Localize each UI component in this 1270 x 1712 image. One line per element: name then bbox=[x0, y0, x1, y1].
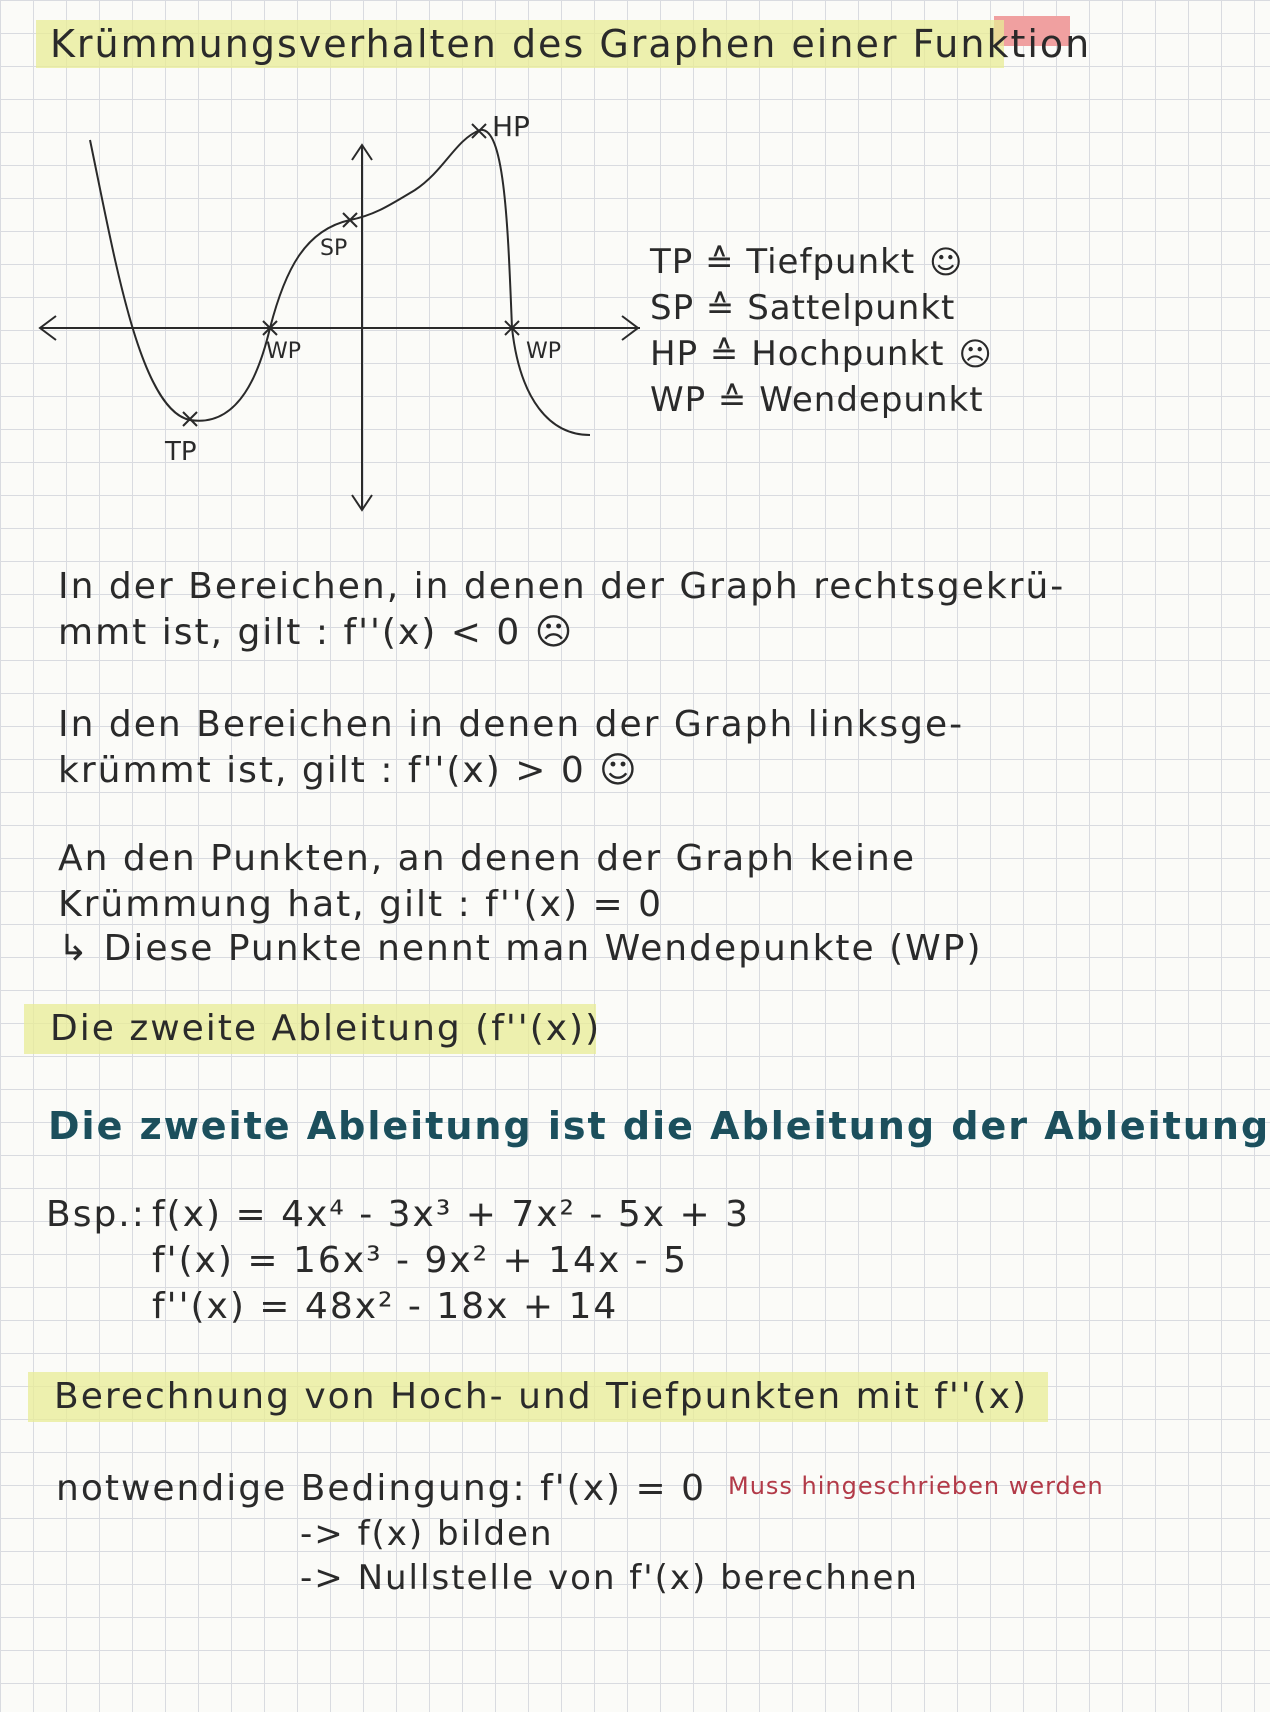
p3-line1: An den Punkten, an denen der Graph keine bbox=[58, 838, 917, 879]
section3-heading: Berechnung von Hoch- und Tiefpunkten mit f''(x) bbox=[54, 1376, 1029, 1417]
equation-f-prime: f'(x) = 16x³ - 9x² + 14x - 5 bbox=[152, 1240, 689, 1281]
example-label: Bsp.: bbox=[46, 1194, 146, 1235]
legend-def: Hochpunkt bbox=[751, 334, 945, 374]
sp-label: SP bbox=[320, 236, 348, 261]
function-curve bbox=[90, 130, 590, 435]
equation-f-double-prime: f''(x) = 48x² - 18x + 14 bbox=[152, 1286, 619, 1327]
section2-heading: Die zweite Ableitung (f''(x)) bbox=[50, 1008, 602, 1049]
smiley-happy-icon: ☺ bbox=[929, 243, 964, 281]
necessary-condition: notwendige Bedingung: f'(x) = 0 bbox=[56, 1468, 707, 1509]
p1-line1: In der Bereichen, in denen der Graph rechtsgekrü- bbox=[58, 566, 1066, 607]
legend-abbr: HP bbox=[650, 334, 699, 374]
hp-label: HP bbox=[492, 110, 530, 143]
wp-right-label: WP bbox=[526, 339, 562, 364]
legend-def: Tiefpunkt bbox=[746, 242, 916, 282]
step-1: -> f(x) bilden bbox=[300, 1514, 554, 1554]
legend-item-wp: WP ≙ Wendepunkt bbox=[650, 380, 984, 420]
tp-label: TP bbox=[165, 437, 197, 467]
p2-line1: In den Bereichen in denen der Graph linksge- bbox=[58, 704, 965, 745]
legend-item-tp: TP ≙ Tiefpunkt ☺ bbox=[650, 242, 964, 282]
page-title: Krümmungsverhalten des Graphen einer Funktion bbox=[50, 22, 1092, 66]
p1-line2: mmt ist, gilt : f''(x) < 0 ☹ bbox=[58, 612, 575, 653]
note-red: Muss hingeschrieben werden bbox=[728, 1472, 1104, 1500]
definition-text: Die zweite Ableitung ist die Ableitung der Ableitung bbox=[48, 1104, 1270, 1148]
smiley-sad-icon: ☹ bbox=[958, 335, 993, 373]
p2-line2: krümmt ist, gilt : f''(x) > 0 ☺ bbox=[58, 750, 639, 791]
function-graph bbox=[30, 110, 630, 510]
legend-item-hp: HP ≙ Hochpunkt ☹ bbox=[650, 334, 993, 374]
p3-line2: Krümmung hat, gilt : f''(x) = 0 bbox=[58, 884, 663, 925]
equation-f: f(x) = 4x⁴ - 3x³ + 7x² - 5x + 3 bbox=[152, 1194, 751, 1235]
step-2: -> Nullstelle von f'(x) berechnen bbox=[300, 1558, 919, 1598]
legend-abbr: WP bbox=[650, 380, 707, 420]
legend-def: Sattelpunkt bbox=[747, 288, 956, 328]
wp-left-label: WP bbox=[266, 339, 302, 364]
legend-abbr: SP bbox=[650, 288, 695, 328]
p3-line3: ↳ Diese Punkte nennt man Wendepunkte (WP) bbox=[58, 928, 983, 969]
legend-item-sp: SP ≙ Sattelpunkt bbox=[650, 288, 956, 328]
legend-abbr: TP bbox=[650, 242, 694, 282]
legend-def: Wendepunkt bbox=[759, 380, 984, 420]
